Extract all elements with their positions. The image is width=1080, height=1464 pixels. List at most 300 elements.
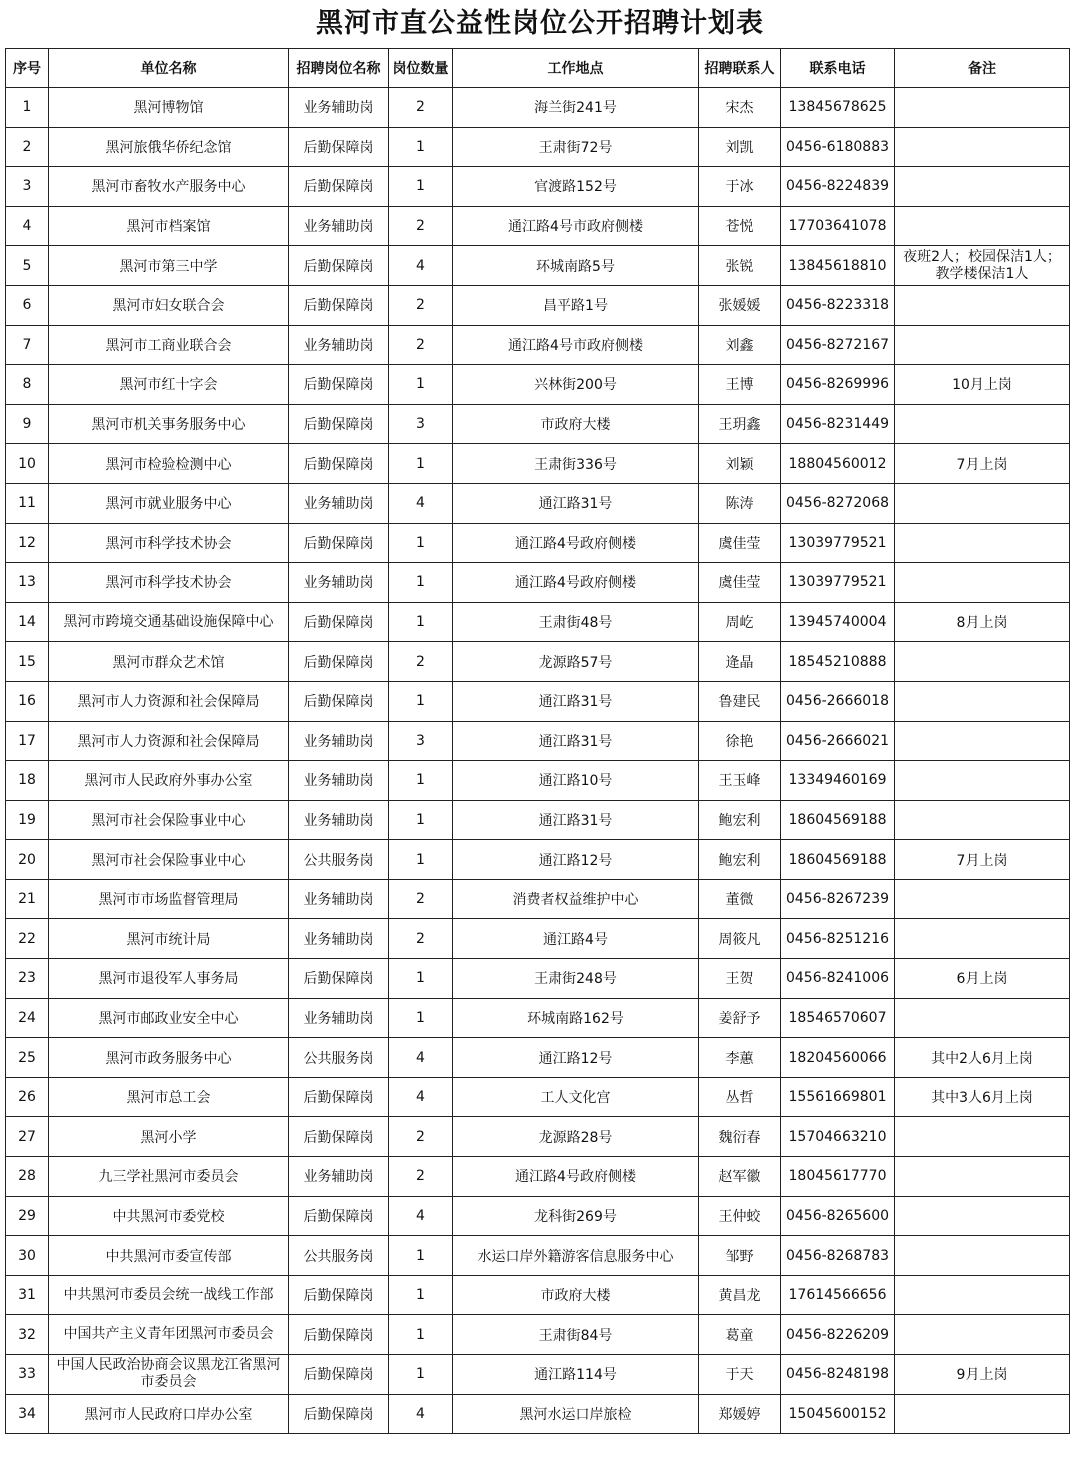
position-name-cell: 业务辅助岗 — [289, 919, 389, 959]
contact-person-cell: 李蕙 — [699, 1038, 781, 1078]
table-row — [6, 167, 1070, 207]
page-title: 黑河市直公益性岗位公开招聘计划表 — [316, 8, 764, 39]
row-number-cell: 8 — [6, 365, 49, 405]
contact-person-cell: 周筱凡 — [699, 919, 781, 959]
row-number-cell: 24 — [6, 998, 49, 1038]
work-location-cell: 市政府大楼 — [453, 1275, 699, 1315]
work-location-cell: 王肃街72号 — [453, 127, 699, 167]
contact-phone-cell: 0456-8224839 — [781, 167, 895, 207]
position-name-cell: 业务辅助岗 — [289, 483, 389, 523]
contact-person-cell: 徐艳 — [699, 721, 781, 761]
table-row — [6, 761, 1070, 801]
contact-person-cell: 于冰 — [699, 167, 781, 207]
position-count-cell: 1 — [389, 681, 453, 721]
remark-cell — [895, 325, 1070, 365]
remark-cell — [895, 523, 1070, 563]
column-header: 序号 — [6, 49, 49, 88]
contact-person-cell: 鲁建民 — [699, 681, 781, 721]
table-row — [6, 1157, 1070, 1197]
unit-name-cell: 黑河小学 — [49, 1117, 289, 1157]
position-name-cell: 后勤保障岗 — [289, 1077, 389, 1117]
position-count-cell: 1 — [389, 1315, 453, 1355]
work-location-cell: 龙源路28号 — [453, 1117, 699, 1157]
unit-name-cell: 黑河市人力资源和社会保障局 — [49, 721, 289, 761]
table-row — [6, 325, 1070, 365]
table-row — [6, 206, 1070, 246]
table-row — [6, 285, 1070, 325]
contact-phone-cell: 13039779521 — [781, 523, 895, 563]
row-number-cell: 17 — [6, 721, 49, 761]
position-count-cell: 1 — [389, 602, 453, 642]
position-count-cell: 4 — [389, 1394, 453, 1434]
remark-cell — [895, 721, 1070, 761]
work-location-cell: 消费者权益维护中心 — [453, 879, 699, 919]
position-name-cell: 后勤保障岗 — [289, 246, 389, 286]
position-count-cell: 4 — [389, 246, 453, 286]
contact-phone-cell: 18804560012 — [781, 444, 895, 484]
row-number-cell: 32 — [6, 1315, 49, 1355]
remark-cell: 10月上岗 — [895, 365, 1070, 405]
work-location-cell: 兴林街200号 — [453, 365, 699, 405]
contact-phone-cell: 0456-8251216 — [781, 919, 895, 959]
work-location-cell: 通江路4号政府侧楼 — [453, 523, 699, 563]
work-location-cell: 通江路114号 — [453, 1355, 699, 1395]
remark-cell — [895, 919, 1070, 959]
remark-cell — [895, 1275, 1070, 1315]
contact-person-cell: 虞佳莹 — [699, 523, 781, 563]
position-name-cell: 后勤保障岗 — [289, 127, 389, 167]
contact-phone-cell: 0456-8272068 — [781, 483, 895, 523]
work-location-cell: 通江路4号 — [453, 919, 699, 959]
remark-cell — [895, 1117, 1070, 1157]
contact-person-cell: 刘鑫 — [699, 325, 781, 365]
row-number-cell: 10 — [6, 444, 49, 484]
table-row — [6, 1196, 1070, 1236]
remark-cell: 9月上岗 — [895, 1355, 1070, 1395]
position-count-cell: 4 — [389, 1038, 453, 1078]
contact-person-cell: 王玉峰 — [699, 761, 781, 801]
contact-phone-cell: 13845678625 — [781, 88, 895, 128]
position-count-cell: 2 — [389, 206, 453, 246]
row-number-cell: 27 — [6, 1117, 49, 1157]
unit-name-cell: 中共黑河市委党校 — [49, 1196, 289, 1236]
position-name-cell: 业务辅助岗 — [289, 800, 389, 840]
contact-phone-cell: 17614566656 — [781, 1275, 895, 1315]
work-location-cell: 通江路4号市政府侧楼 — [453, 206, 699, 246]
unit-name-cell: 黑河市就业服务中心 — [49, 483, 289, 523]
row-number-cell: 25 — [6, 1038, 49, 1078]
remark-cell: 其中2人6月上岗 — [895, 1038, 1070, 1078]
remark-cell — [895, 285, 1070, 325]
unit-name-cell: 黑河市总工会 — [49, 1077, 289, 1117]
unit-name-cell: 黑河博物馆 — [49, 88, 289, 128]
remark-cell: 8月上岗 — [895, 602, 1070, 642]
table-row — [6, 681, 1070, 721]
unit-name-cell: 黑河市社会保险事业中心 — [49, 800, 289, 840]
table-row — [6, 919, 1070, 959]
contact-phone-cell: 0456-6180883 — [781, 127, 895, 167]
position-count-cell: 2 — [389, 285, 453, 325]
contact-phone-cell: 0456-8265600 — [781, 1196, 895, 1236]
position-count-cell: 2 — [389, 1117, 453, 1157]
contact-phone-cell: 15704663210 — [781, 1117, 895, 1157]
table-row — [6, 1315, 1070, 1355]
position-name-cell: 后勤保障岗 — [289, 1355, 389, 1395]
position-count-cell: 1 — [389, 800, 453, 840]
position-count-cell: 1 — [389, 1236, 453, 1276]
unit-name-cell: 黑河市政务服务中心 — [49, 1038, 289, 1078]
remark-cell: 7月上岗 — [895, 840, 1070, 880]
row-number-cell: 14 — [6, 602, 49, 642]
remark-cell — [895, 1196, 1070, 1236]
table-row — [6, 840, 1070, 880]
remark-cell — [895, 998, 1070, 1038]
table-row — [6, 959, 1070, 999]
work-location-cell: 王肃街48号 — [453, 602, 699, 642]
contact-phone-cell: 17703641078 — [781, 206, 895, 246]
contact-person-cell: 王博 — [699, 365, 781, 405]
table-row — [6, 523, 1070, 563]
position-count-cell: 1 — [389, 523, 453, 563]
position-count-cell: 2 — [389, 919, 453, 959]
unit-name-cell: 黑河市群众艺术馆 — [49, 642, 289, 682]
contact-phone-cell: 0456-8223318 — [781, 285, 895, 325]
table-row — [6, 602, 1070, 642]
position-count-cell: 2 — [389, 325, 453, 365]
remark-cell — [895, 642, 1070, 682]
position-name-cell: 后勤保障岗 — [289, 404, 389, 444]
unit-name-cell: 黑河市人民政府口岸办公室 — [49, 1394, 289, 1434]
table-row — [6, 404, 1070, 444]
column-header: 招聘联系人 — [699, 49, 781, 88]
row-number-cell: 13 — [6, 563, 49, 603]
row-number-cell: 20 — [6, 840, 49, 880]
contact-person-cell: 周屹 — [699, 602, 781, 642]
row-number-cell: 12 — [6, 523, 49, 563]
row-number-cell: 5 — [6, 246, 49, 286]
contact-phone-cell: 18604569188 — [781, 840, 895, 880]
contact-phone-cell: 0456-8267239 — [781, 879, 895, 919]
column-header: 岗位数量 — [389, 49, 453, 88]
contact-person-cell: 刘颖 — [699, 444, 781, 484]
work-location-cell: 黑河水运口岸旅检 — [453, 1394, 699, 1434]
position-count-cell: 3 — [389, 721, 453, 761]
table-row — [6, 1355, 1070, 1395]
position-count-cell: 1 — [389, 127, 453, 167]
work-location-cell: 环城南路5号 — [453, 246, 699, 286]
table-row — [6, 1117, 1070, 1157]
work-location-cell: 水运口岸外籍游客信息服务中心 — [453, 1236, 699, 1276]
work-location-cell: 通江路4号市政府侧楼 — [453, 325, 699, 365]
header-row — [6, 49, 1070, 88]
unit-name-cell: 中共黑河市委宣传部 — [49, 1236, 289, 1276]
position-name-cell: 业务辅助岗 — [289, 761, 389, 801]
contact-phone-cell: 18546570607 — [781, 998, 895, 1038]
remark-cell — [895, 483, 1070, 523]
row-number-cell: 3 — [6, 167, 49, 207]
position-name-cell: 业务辅助岗 — [289, 998, 389, 1038]
row-number-cell: 29 — [6, 1196, 49, 1236]
row-number-cell: 11 — [6, 483, 49, 523]
contact-phone-cell: 0456-8241006 — [781, 959, 895, 999]
contact-person-cell: 郑媛婷 — [699, 1394, 781, 1434]
table-row — [6, 483, 1070, 523]
row-number-cell: 4 — [6, 206, 49, 246]
remark-cell: 6月上岗 — [895, 959, 1070, 999]
position-name-cell: 公共服务岗 — [289, 1236, 389, 1276]
remark-cell — [895, 404, 1070, 444]
work-location-cell: 通江路31号 — [453, 800, 699, 840]
row-number-cell: 9 — [6, 404, 49, 444]
remark-cell — [895, 681, 1070, 721]
work-location-cell: 海兰街241号 — [453, 88, 699, 128]
work-location-cell: 通江路31号 — [453, 483, 699, 523]
work-location-cell: 工人文化宫 — [453, 1077, 699, 1117]
remark-cell — [895, 1394, 1070, 1434]
unit-name-cell: 黑河市科学技术协会 — [49, 563, 289, 603]
row-number-cell: 26 — [6, 1077, 49, 1117]
contact-phone-cell: 0456-8269996 — [781, 365, 895, 405]
work-location-cell: 通江路12号 — [453, 840, 699, 880]
column-header: 工作地点 — [453, 49, 699, 88]
contact-person-cell: 张锐 — [699, 246, 781, 286]
contact-phone-cell: 0456-8248198 — [781, 1355, 895, 1395]
position-count-cell: 2 — [389, 88, 453, 128]
position-count-cell: 2 — [389, 642, 453, 682]
table-row — [6, 563, 1070, 603]
remark-cell — [895, 88, 1070, 128]
position-count-cell: 1 — [389, 563, 453, 603]
contact-phone-cell: 0456-8231449 — [781, 404, 895, 444]
row-number-cell: 16 — [6, 681, 49, 721]
position-name-cell: 后勤保障岗 — [289, 523, 389, 563]
position-count-cell: 1 — [389, 167, 453, 207]
row-number-cell: 7 — [6, 325, 49, 365]
remark-cell: 其中3人6月上岗 — [895, 1077, 1070, 1117]
column-header: 联系电话 — [781, 49, 895, 88]
contact-person-cell: 王玥鑫 — [699, 404, 781, 444]
position-name-cell: 后勤保障岗 — [289, 642, 389, 682]
contact-person-cell: 张媛媛 — [699, 285, 781, 325]
work-location-cell: 通江路10号 — [453, 761, 699, 801]
row-number-cell: 2 — [6, 127, 49, 167]
work-location-cell: 龙源路57号 — [453, 642, 699, 682]
position-name-cell: 后勤保障岗 — [289, 959, 389, 999]
row-number-cell: 1 — [6, 88, 49, 128]
position-count-cell: 1 — [389, 1275, 453, 1315]
column-header: 单位名称 — [49, 49, 289, 88]
unit-name-cell: 九三学社黑河市委员会 — [49, 1157, 289, 1197]
position-count-cell: 3 — [389, 404, 453, 444]
position-count-cell: 1 — [389, 998, 453, 1038]
position-count-cell: 1 — [389, 761, 453, 801]
position-count-cell: 2 — [389, 879, 453, 919]
column-header: 招聘岗位名称 — [289, 49, 389, 88]
unit-name-cell: 黑河市邮政业安全中心 — [49, 998, 289, 1038]
contact-person-cell: 苍悦 — [699, 206, 781, 246]
row-number-cell: 22 — [6, 919, 49, 959]
unit-name-cell: 黑河市第三中学 — [49, 246, 289, 286]
contact-person-cell: 宋杰 — [699, 88, 781, 128]
position-count-cell: 4 — [389, 1077, 453, 1117]
position-name-cell: 后勤保障岗 — [289, 167, 389, 207]
position-name-cell: 后勤保障岗 — [289, 365, 389, 405]
contact-phone-cell: 13349460169 — [781, 761, 895, 801]
table-row — [6, 721, 1070, 761]
contact-person-cell: 陈涛 — [699, 483, 781, 523]
unit-name-cell: 黑河市档案馆 — [49, 206, 289, 246]
contact-person-cell: 魏衍春 — [699, 1117, 781, 1157]
remark-cell — [895, 206, 1070, 246]
position-count-cell: 1 — [389, 444, 453, 484]
remark-cell — [895, 127, 1070, 167]
table-row — [6, 1394, 1070, 1434]
table-row — [6, 1077, 1070, 1117]
contact-phone-cell: 18545210888 — [781, 642, 895, 682]
position-name-cell: 后勤保障岗 — [289, 1315, 389, 1355]
unit-name-cell: 中国人民政治协商会议黑龙江省黑河市委员会 — [49, 1355, 289, 1395]
unit-name-cell: 黑河市妇女联合会 — [49, 285, 289, 325]
unit-name-cell: 黑河旅俄华侨纪念馆 — [49, 127, 289, 167]
position-name-cell: 公共服务岗 — [289, 840, 389, 880]
contact-person-cell: 黄昌龙 — [699, 1275, 781, 1315]
work-location-cell: 环城南路162号 — [453, 998, 699, 1038]
table-row — [6, 1038, 1070, 1078]
work-location-cell: 昌平路1号 — [453, 285, 699, 325]
remark-cell — [895, 879, 1070, 919]
unit-name-cell: 黑河市工商业联合会 — [49, 325, 289, 365]
contact-phone-cell: 0456-8272167 — [781, 325, 895, 365]
table-row — [6, 365, 1070, 405]
remark-cell — [895, 800, 1070, 840]
contact-person-cell: 丛哲 — [699, 1077, 781, 1117]
position-name-cell: 业务辅助岗 — [289, 879, 389, 919]
contact-person-cell: 赵军徽 — [699, 1157, 781, 1197]
contact-phone-cell: 13845618810 — [781, 246, 895, 286]
position-count-cell: 1 — [389, 365, 453, 405]
unit-name-cell: 黑河市统计局 — [49, 919, 289, 959]
contact-phone-cell: 18045617770 — [781, 1157, 895, 1197]
row-number-cell: 30 — [6, 1236, 49, 1276]
position-count-cell: 4 — [389, 483, 453, 523]
work-location-cell: 市政府大楼 — [453, 404, 699, 444]
table-row — [6, 879, 1070, 919]
contact-person-cell: 虞佳莹 — [699, 563, 781, 603]
remark-cell — [895, 563, 1070, 603]
contact-person-cell: 鲍宏利 — [699, 800, 781, 840]
contact-phone-cell: 0456-8268783 — [781, 1236, 895, 1276]
work-location-cell: 龙科街269号 — [453, 1196, 699, 1236]
contact-person-cell: 王仲蛟 — [699, 1196, 781, 1236]
contact-phone-cell: 0456-2666021 — [781, 721, 895, 761]
position-name-cell: 业务辅助岗 — [289, 88, 389, 128]
remark-cell — [895, 761, 1070, 801]
unit-name-cell: 黑河市退役军人事务局 — [49, 959, 289, 999]
unit-name-cell: 中共黑河市委员会统一战线工作部 — [49, 1275, 289, 1315]
table-row — [6, 127, 1070, 167]
work-location-cell: 通江路4号政府侧楼 — [453, 1157, 699, 1197]
unit-name-cell: 黑河市红十字会 — [49, 365, 289, 405]
contact-person-cell: 王贺 — [699, 959, 781, 999]
unit-name-cell: 黑河市跨境交通基础设施保障中心 — [49, 602, 289, 642]
unit-name-cell: 黑河市科学技术协会 — [49, 523, 289, 563]
unit-name-cell: 中国共产主义青年团黑河市委员会 — [49, 1315, 289, 1355]
table-row — [6, 1236, 1070, 1276]
position-name-cell: 后勤保障岗 — [289, 444, 389, 484]
row-number-cell: 15 — [6, 642, 49, 682]
contact-phone-cell: 0456-2666018 — [781, 681, 895, 721]
position-name-cell: 业务辅助岗 — [289, 1157, 389, 1197]
table-row — [6, 246, 1070, 286]
table-row — [6, 444, 1070, 484]
contact-person-cell: 董微 — [699, 879, 781, 919]
unit-name-cell: 黑河市人力资源和社会保障局 — [49, 681, 289, 721]
position-name-cell: 后勤保障岗 — [289, 1196, 389, 1236]
remark-cell — [895, 1157, 1070, 1197]
table-row — [6, 642, 1070, 682]
contact-phone-cell: 18204560066 — [781, 1038, 895, 1078]
row-number-cell: 31 — [6, 1275, 49, 1315]
position-name-cell: 业务辅助岗 — [289, 206, 389, 246]
recruitment-table — [5, 48, 1070, 1434]
position-count-cell: 1 — [389, 959, 453, 999]
unit-name-cell: 黑河市市场监督管理局 — [49, 879, 289, 919]
position-count-cell: 4 — [389, 1196, 453, 1236]
position-name-cell: 后勤保障岗 — [289, 1275, 389, 1315]
table-row — [6, 88, 1070, 128]
row-number-cell: 18 — [6, 761, 49, 801]
position-name-cell: 公共服务岗 — [289, 1038, 389, 1078]
row-number-cell: 21 — [6, 879, 49, 919]
row-number-cell: 33 — [6, 1355, 49, 1395]
position-name-cell: 业务辅助岗 — [289, 563, 389, 603]
work-location-cell: 通江路31号 — [453, 721, 699, 761]
unit-name-cell: 黑河市畜牧水产服务中心 — [49, 167, 289, 207]
remark-cell: 7月上岗 — [895, 444, 1070, 484]
contact-phone-cell: 15045600152 — [781, 1394, 895, 1434]
work-location-cell: 官渡路152号 — [453, 167, 699, 207]
contact-phone-cell: 18604569188 — [781, 800, 895, 840]
work-location-cell: 通江路31号 — [453, 681, 699, 721]
table-row — [6, 1275, 1070, 1315]
position-name-cell: 后勤保障岗 — [289, 1394, 389, 1434]
work-location-cell: 王肃街84号 — [453, 1315, 699, 1355]
position-count-cell: 1 — [389, 840, 453, 880]
row-number-cell: 6 — [6, 285, 49, 325]
contact-person-cell: 葛童 — [699, 1315, 781, 1355]
position-count-cell: 2 — [389, 1157, 453, 1197]
work-location-cell: 通江路12号 — [453, 1038, 699, 1078]
position-count-cell: 1 — [389, 1355, 453, 1395]
work-location-cell: 通江路4号政府侧楼 — [453, 563, 699, 603]
work-location-cell: 王肃街248号 — [453, 959, 699, 999]
column-header: 备注 — [895, 49, 1070, 88]
position-name-cell: 后勤保障岗 — [289, 1117, 389, 1157]
unit-name-cell: 黑河市社会保险事业中心 — [49, 840, 289, 880]
row-number-cell: 28 — [6, 1157, 49, 1197]
row-number-cell: 23 — [6, 959, 49, 999]
contact-phone-cell: 15561669801 — [781, 1077, 895, 1117]
row-number-cell: 19 — [6, 800, 49, 840]
contact-person-cell: 鲍宏利 — [699, 840, 781, 880]
remark-cell — [895, 1315, 1070, 1355]
contact-person-cell: 邹野 — [699, 1236, 781, 1276]
position-name-cell: 后勤保障岗 — [289, 602, 389, 642]
contact-person-cell: 刘凯 — [699, 127, 781, 167]
contact-phone-cell: 13039779521 — [781, 563, 895, 603]
remark-cell — [895, 1236, 1070, 1276]
work-location-cell: 王肃街336号 — [453, 444, 699, 484]
